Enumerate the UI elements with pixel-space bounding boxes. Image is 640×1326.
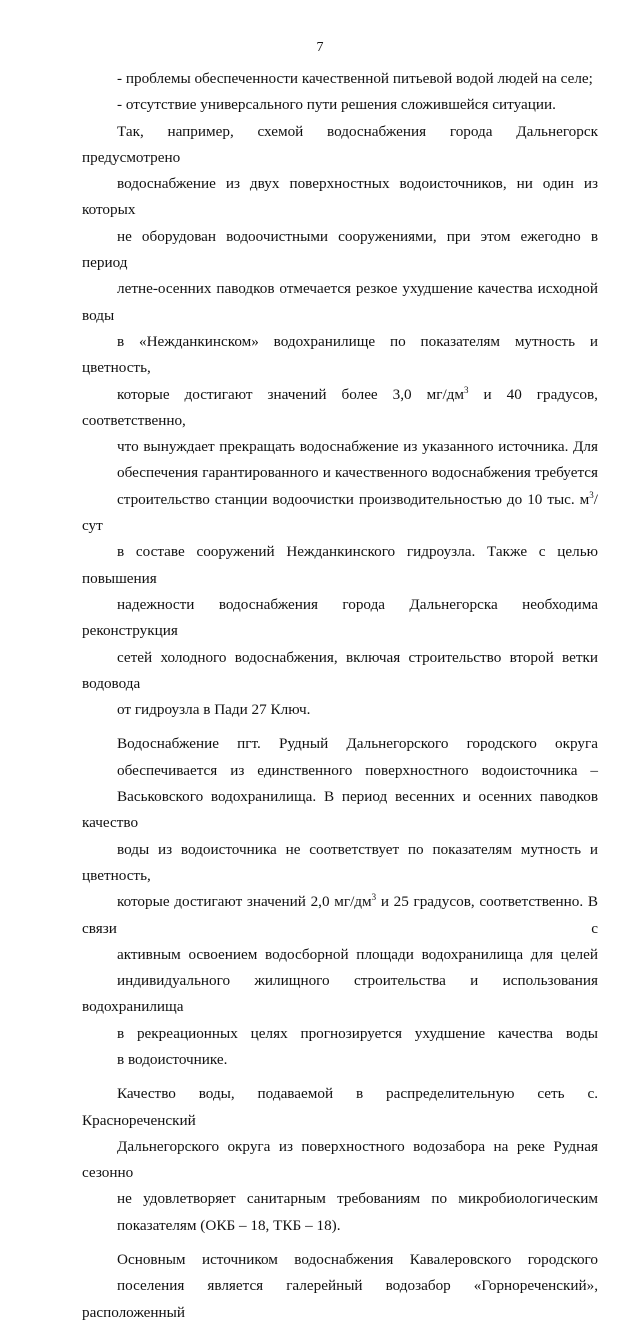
superscript: 3: [589, 489, 594, 500]
text-line: сетей холодного водоснабжения, включая строительство второй ветки водовода: [82, 648, 598, 692]
text-line: строительство станции водоочистки производительностью до 10 тыс. $м^3$/сут: [82, 489, 598, 535]
text-line: надежности водоснабжения города Дальнегорска необходима реконструкция: [82, 595, 598, 640]
list-item: - проблемы обеспеченности качественной питьевой водой людей на селе;: [117, 70, 593, 87]
text-line: воды из водоисточника не соответствует по показателям мутность и цветность,: [82, 840, 598, 884]
text-line: обеспечения гарантированного и качественного водоснабжения требуется: [117, 464, 598, 482]
paragraph-krasnorechensky-water-quality: [82, 1081, 598, 1239]
list-item: - отсутствие универсального пути решения сложившейся ситуации.: [117, 96, 556, 114]
text-line: в «Нежданкинском» водохранилище по показателям мутность и цветность,: [82, 332, 598, 377]
paragraph-kavalerovo-water-supply: [82, 1247, 598, 1326]
text-line: Дальнегорского округа из поверхностного водозабора на реке Рудная сезонно: [82, 1137, 598, 1182]
text-line: активным освоением водосборной площади водохранилища для целей: [117, 945, 598, 963]
paragraph-rudny-water-supply: [82, 731, 598, 1073]
text-line: Так, например, схемой водоснабжения города Дальнегорск предусмотрено: [82, 122, 598, 166]
text-line: от гидроузла в Пади 27 Ключ.: [117, 701, 311, 719]
text-line: показателям (ОКБ – 18, ТКБ – 18).: [117, 1216, 341, 1234]
text-line: Качество воды, подаваемой в распределительную сеть с. Краснореченский: [82, 1085, 598, 1129]
page-number: 7: [316, 40, 324, 55]
superscript: 3: [464, 384, 469, 395]
text-line: что вынуждает прекращать водоснабжение из указанного источника. Для: [117, 438, 598, 456]
text-line: в составе сооружений Нежданкинского гидроузла. Также с целью повышения: [82, 543, 598, 587]
paragraph-dalnegorsk-water-supply: [82, 119, 598, 724]
superscript: 3: [371, 892, 377, 903]
text-line: обеспечивается из единственного поверхностного водоисточника –: [117, 761, 598, 779]
text-line: летне-осенних паводков отмечается резкое ухудшение качества исходной воды: [82, 280, 598, 324]
text-line: в рекреационных целях прогнозируется ухудшение качества воды: [117, 1024, 598, 1042]
text-line: Основным источником водоснабжения Кавалеровского городского: [117, 1251, 598, 1269]
text-line: индивидуального жилищного строительства и использования водохранилища: [82, 972, 598, 1016]
text-line: водоснабжение из двух поверхностных водоисточников, ни один из которых: [82, 175, 598, 219]
text-line: не удовлетворяет санитарным требованиям по микробиологическим: [117, 1190, 598, 1208]
text-line: которые достигают значений 2,0 $мг/дм^3$ и 25 градусов, соответственно. В связи с: [82, 892, 598, 937]
text-line: Водоснабжение пгт. Рудный Дальнегорского городского округа: [117, 735, 598, 753]
text-line: Васьковского водохранилища. В период весенних и осенних паводков качество: [82, 788, 598, 832]
document-body: [82, 66, 598, 1326]
text-line: поселения является галерейный водозабор «Горнореченский», расположенный: [82, 1277, 598, 1321]
text-line: не оборудован водоочистными сооружениями, при этом ежегодно в период: [82, 227, 598, 272]
text-line: которые достигают значений более 3,0 $мг/дм^3$ и 40 градусов, соответственно,: [82, 384, 598, 429]
text-line: в водоисточнике.: [117, 1050, 228, 1068]
